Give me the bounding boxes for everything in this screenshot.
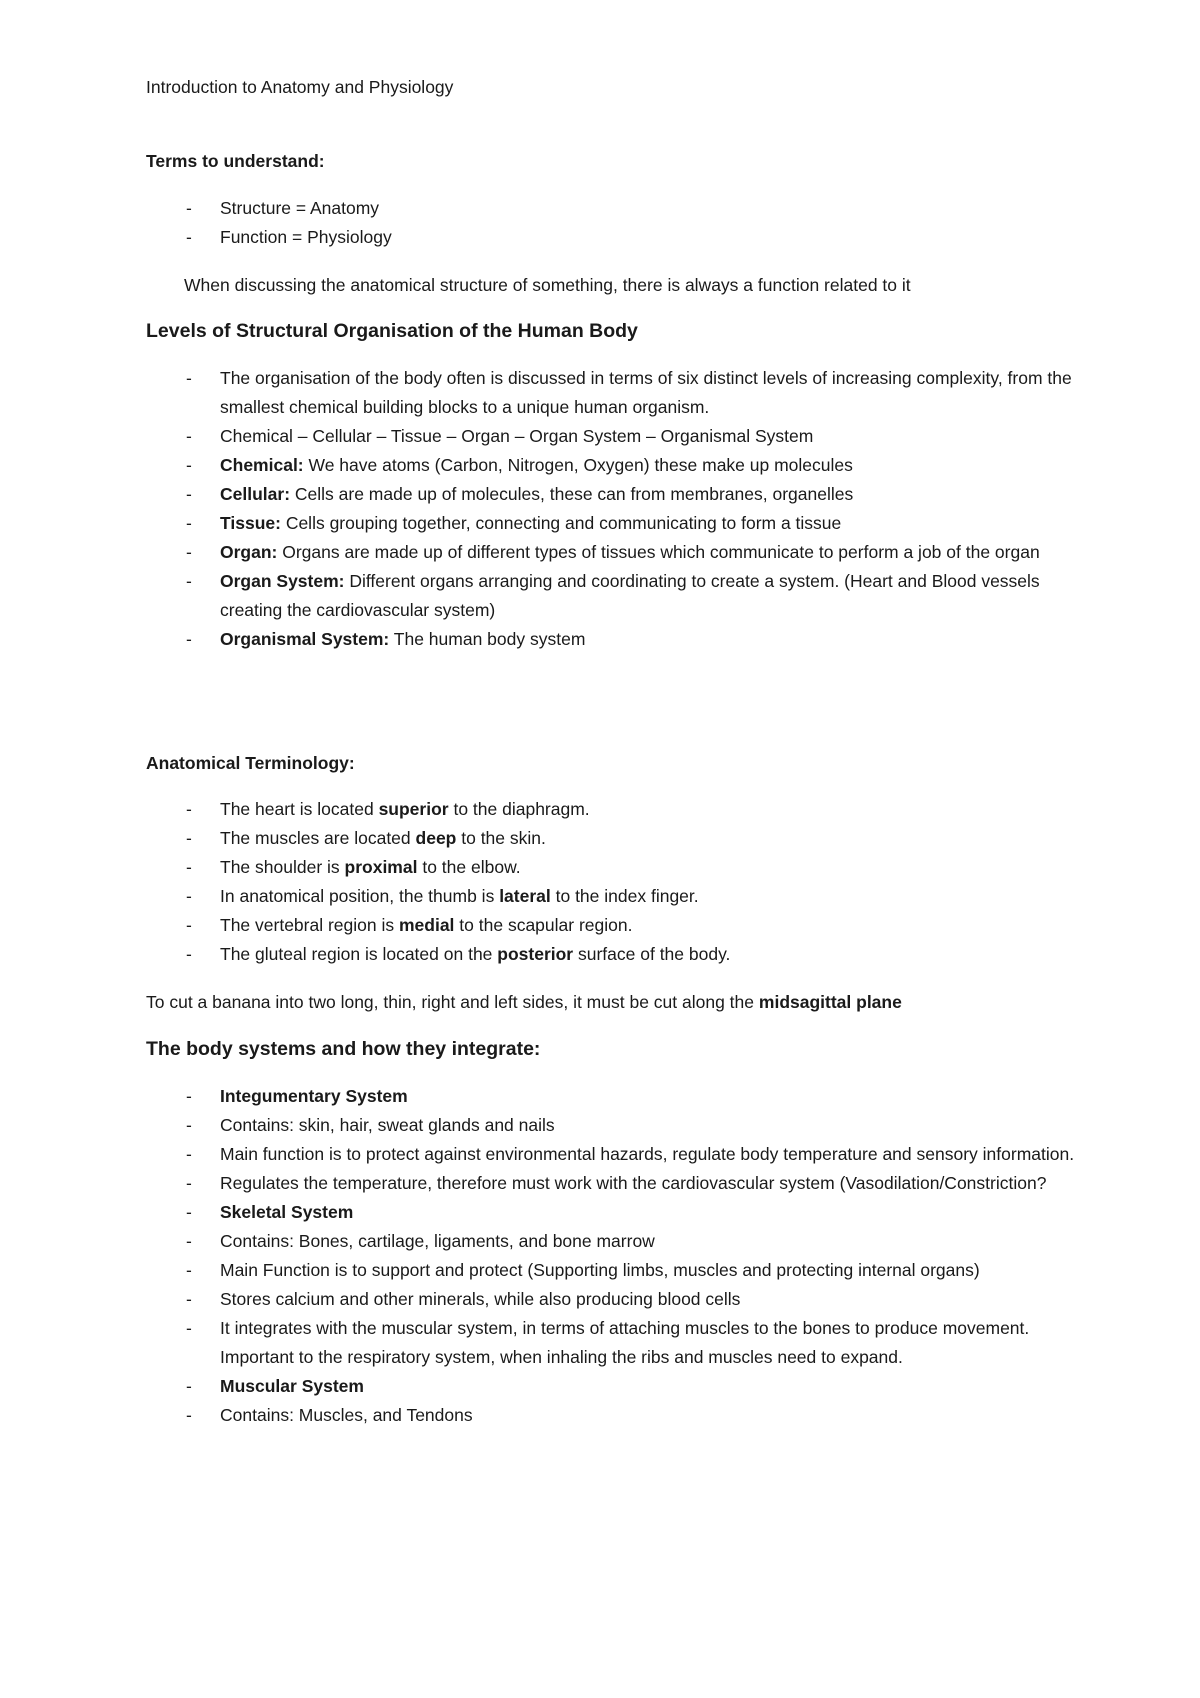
levels-heading: Levels of Structural Organisation of the Human Body	[146, 320, 638, 342]
list-item-text: We have atoms (Carbon, Nitrogen, Oxygen) these make up molecules	[303, 455, 853, 475]
list-item: - Contains: Bones, cartilage, ligaments, and bone marrow	[186, 1231, 655, 1251]
list-item-text: Stores calcium and other minerals, while also producing blood cells	[220, 1289, 741, 1309]
list-item: - The shoulder is proximal to the elbow.	[186, 857, 521, 877]
list-item-text: surface of the body.	[573, 944, 731, 964]
list-item-bold-term: proximal	[344, 857, 418, 877]
list-item: - Chemical: We have atoms (Carbon, Nitrogen, Oxygen) these make up molecules	[186, 455, 853, 475]
list-item-bold-term: Chemical:	[220, 455, 304, 475]
list-item-bold-term: Cellular:	[220, 484, 291, 504]
list-item-text: to the index finger.	[550, 886, 699, 906]
document-title: Introduction to Anatomy and Physiology	[146, 77, 454, 97]
list-item: - Main function is to protect against environmental hazards, regulate body temperature and sensory information.	[186, 1144, 1075, 1164]
list-item: - Organ: Organs are made up of different types of tissues which communicate to perform a job of the organ	[186, 542, 1040, 562]
list-item: - Main Function is to support and protect (Supporting limbs, muscles and protecting internal organs)	[186, 1260, 980, 1280]
terms-list	[0, 194, 1200, 252]
list-item: - Stores calcium and other minerals, while also producing blood cells	[186, 1289, 741, 1309]
list-item-bold-term: Organ System:	[220, 571, 345, 591]
list-item-text: Structure = Anatomy	[220, 198, 380, 218]
list-item-bold-term: Integumentary System	[220, 1086, 408, 1106]
list-item-bold-term: medial	[398, 915, 455, 935]
list-item-text: Cells grouping together, connecting and communicating to form a tissue	[280, 513, 842, 533]
list-item-text: to the scapular region.	[454, 915, 633, 935]
list-item: - The gluteal region is located on the posterior surface of the body.	[186, 944, 731, 964]
list-item: - Organ System: Different organs arranging and coordinating to create a system. (Heart and Blood vessels creating the cardiovascular system)	[186, 571, 1040, 620]
list-item: - In anatomical position, the thumb is lateral to the index finger.	[186, 886, 699, 906]
list-item: - Tissue: Cells grouping together, connecting and communicating to form a tissue	[186, 513, 842, 533]
list-item-bold-term: Tissue:	[220, 513, 281, 533]
list-item-bold-term: Muscular System	[220, 1376, 364, 1396]
list-item: - The heart is located superior to the diaphragm.	[186, 799, 590, 819]
terminology-heading: Anatomical Terminology:	[146, 753, 355, 773]
list-item-text: to the diaphragm.	[448, 799, 590, 819]
list-item-text: It integrates with the muscular system, in terms of attaching muscles to the bones to produce movement. Important to the respiratory system, when inhaling the ribs and muscles need to expand.	[220, 1318, 1030, 1367]
list-item-text: Main Function is to support and protect (Supporting limbs, muscles and protecting internal organs)	[220, 1260, 980, 1280]
list-item: - Integumentary System	[186, 1086, 408, 1106]
list-item-bold-term: lateral	[499, 886, 551, 906]
list-item: - Structure = Anatomy	[186, 198, 380, 218]
list-item-text: The heart is located	[220, 799, 379, 819]
banana-sentence	[146, 991, 902, 1013]
list-item: - Contains: skin, hair, sweat glands and nails	[186, 1115, 555, 1135]
list-item-text: Contains: Muscles, and Tendons	[220, 1405, 473, 1425]
list-item-text: Main function is to protect against environmental hazards, regulate body temperature and sensory information.	[220, 1144, 1075, 1164]
list-item: - The organisation of the body often is discussed in terms of six distinct levels of increasing complexity, from the smallest chemical building blocks to a unique human organism.	[186, 368, 1072, 417]
list-item-text: The muscles are located	[220, 828, 416, 848]
list-item-text: Contains: skin, hair, sweat glands and nails	[220, 1115, 555, 1135]
list-item: - Chemical – Cellular – Tissue – Organ – Organ System – Organismal System	[186, 426, 814, 446]
list-item-text: The human body system	[389, 629, 586, 649]
list-item-bold-term: Organismal System:	[220, 629, 390, 649]
list-item-bold-term: Organ:	[220, 542, 278, 562]
terms-heading: Terms to understand:	[146, 151, 325, 171]
banana-text: To cut a banana into two long, thin, right and left sides, it must be cut along the	[146, 992, 759, 1012]
banana-bold-term: midsagittal plane	[758, 992, 902, 1012]
list-item-text: to the elbow.	[417, 857, 521, 877]
levels-list	[0, 364, 1200, 654]
list-item: - It integrates with the muscular system, in terms of attaching muscles to the bones to produce movement. Important to the respiratory system, when inhaling the ribs and muscles need to expand.	[186, 1318, 1030, 1367]
list-item: - Organismal System: The human body system	[186, 629, 586, 649]
list-item-bold-term: Skeletal System	[220, 1202, 354, 1222]
terminology-list	[0, 795, 1200, 969]
list-item-text: The vertebral region is	[220, 915, 399, 935]
list-item-bold-term: superior	[378, 799, 449, 819]
list-item-text: to the skin.	[456, 828, 546, 848]
systems-heading: The body systems and how they integrate:	[146, 1038, 541, 1060]
list-item-text: The organisation of the body often is discussed in terms of six distinct levels of increasing complexity, from the smallest chemical building blocks to a unique human organism.	[220, 368, 1072, 417]
list-item: - Regulates the temperature, therefore must work with the cardiovascular system (Vasodilation/Constriction?	[186, 1173, 1047, 1193]
systems-list	[0, 1082, 1200, 1430]
list-item: - Cellular: Cells are made up of molecules, these can from membranes, organelles	[186, 484, 854, 504]
list-item-text: Regulates the temperature, therefore must work with the cardiovascular system (Vasodilation/Constriction?	[220, 1173, 1047, 1193]
list-item-text: The gluteal region is located on the	[220, 944, 498, 964]
list-item-text: Contains: Bones, cartilage, ligaments, and bone marrow	[220, 1231, 655, 1251]
list-item-text: Different organs arranging and coordinating to create a system. (Heart and Blood vessels creating the cardiovascular system)	[220, 571, 1040, 620]
list-item: - The vertebral region is medial to the scapular region.	[186, 915, 633, 935]
list-item-text: Chemical – Cellular – Tissue – Organ – Organ System – Organismal System	[220, 426, 814, 446]
list-item: - Skeletal System	[186, 1202, 354, 1222]
list-item: - Contains: Muscles, and Tendons	[186, 1405, 473, 1425]
list-item: - Function = Physiology	[186, 227, 392, 247]
list-item-bold-term: posterior	[497, 944, 574, 964]
list-item-text: Function = Physiology	[220, 227, 392, 247]
list-item-text: Cells are made up of molecules, these can from membranes, organelles	[290, 484, 854, 504]
terms-note: When discussing the anatomical structure of something, there is always a function related to it	[184, 275, 911, 295]
list-item-text: Organs are made up of different types of tissues which communicate to perform a job of the organ	[277, 542, 1040, 562]
list-item-text: In anatomical position, the thumb is	[220, 886, 500, 906]
list-item: - Muscular System	[186, 1376, 364, 1396]
list-item-bold-term: deep	[415, 828, 457, 848]
list-item-text: The shoulder is	[220, 857, 345, 877]
list-item: - The muscles are located deep to the skin.	[186, 828, 546, 848]
